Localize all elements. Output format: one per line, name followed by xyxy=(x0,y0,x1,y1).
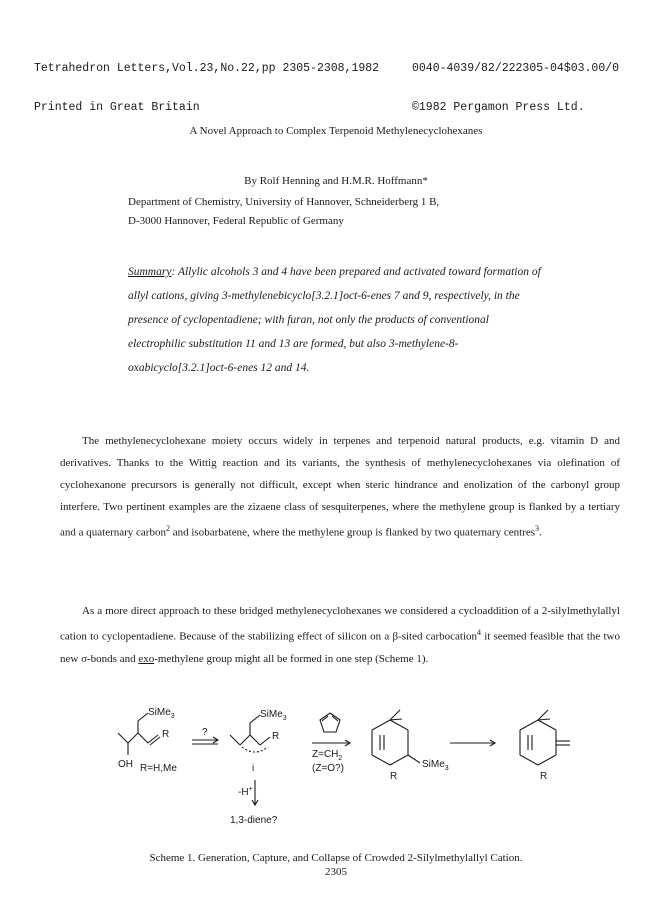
para2-text-c: -methylene group might all be formed in one step (Scheme 1). xyxy=(154,652,429,665)
summary-text: : Allylic alcohols 3 and 4 have been prepared and activated toward formation of allyl cations, giving 3-methylenebicyclo[3.2.1]oct-6-enes 7 and 9, respectively, in the presence of cyclopentadiene; with furan, not only the products of conventional electrophilic substitution 11 and 13 are formed, but also 3-methylene-8-oxabicyclo[3.2.1]oct-6-enes 12 and 14. xyxy=(128,266,541,374)
bicyclic-adduct-structure xyxy=(372,710,420,765)
r-label-2: R xyxy=(272,731,280,742)
scheme-1-diagram xyxy=(100,705,600,835)
sime3-label-3: SiMe$_3$ xyxy=(422,759,449,772)
diene-label: 1,3-diene? xyxy=(230,815,278,826)
author-line: By Rolf Henning and H.M.R. Hoffmann* xyxy=(244,175,428,187)
allyl-cation-structure xyxy=(230,715,270,752)
printed-in-line: Printed in Great Britain xyxy=(34,101,200,114)
summary-block xyxy=(128,260,548,380)
equilibrium-arrow xyxy=(192,737,218,744)
z-o-label: (Z=O?) xyxy=(312,763,344,774)
affiliation-line-1: Department of Chemistry, University of Hannover, Schneiderberg 1 B, xyxy=(128,196,440,208)
para1-text-b: and isobarbatene, where the methylene group is flanked by two quaternary centres xyxy=(169,526,535,539)
journal-citation xyxy=(34,36,379,127)
sime3-label-1: SiMe$_3$ xyxy=(148,707,175,720)
para2-text-a: As a more direct approach to these bridged methylenecyclohexanes we considered a cycloaddition of a 2-silylmethylallyl cation to cyclopentadiene. Because of the stabilizing effect of silicon on a β-sited carbocation xyxy=(60,605,620,643)
oh-label: OH xyxy=(118,759,133,770)
para2-text-b: it seemed feasible that the two new σ-bonds and xyxy=(60,630,620,665)
reaction-arrow-1 xyxy=(312,740,350,746)
affiliation xyxy=(128,193,439,231)
copyright-block xyxy=(412,36,619,127)
reference-3: 3 xyxy=(535,524,539,533)
allyl-alcohol-structure xyxy=(118,713,160,755)
copyright-line: ©1982 Pergamon Press Ltd. xyxy=(412,101,585,114)
paragraph-approach xyxy=(60,600,620,670)
reference-2: 2 xyxy=(165,524,170,533)
para1-text-c: . xyxy=(539,526,542,539)
paragraph-intro xyxy=(60,430,620,544)
r-label-3: R xyxy=(390,771,398,782)
para1-text-a: The methylenecyclohexane moiety occurs widely in terpenes and terpenoid natural products, e.g. vitamin D and derivatives. Thanks to the Wittig reaction and its variants, the synthesis of methylenecyclohexanes via olefination of cyclohexanone precursors is generally not difficult, except when steric hindrance and enolization of the carbonyl group interfere. Two pertinent examples are the zizaene class of sesquiterpenes, where the methylene group is flanked by a tertiary and a quaternary carbon xyxy=(60,435,620,539)
z-ch2-label: $Z=CH_2$ xyxy=(312,749,343,762)
reaction-arrow-2 xyxy=(450,740,495,746)
paper-title: A Novel Approach to Complex Terpenoid Methylenecyclohexanes xyxy=(189,125,483,137)
r-label-4: R xyxy=(540,771,548,782)
sime3-label-2: SiMe$_3$ xyxy=(260,709,287,722)
page-number: 2305 xyxy=(325,866,347,878)
cyclopentadiene-structure xyxy=(320,713,340,732)
exo-term: exo xyxy=(138,652,155,665)
scheme-caption: Scheme 1. Generation, Capture, and Collapse of Crowded 2-Silylmethylallyl Cation. xyxy=(149,852,523,864)
r-definition: R=H,Me xyxy=(140,763,177,774)
proton-loss-label: -H+ xyxy=(238,786,253,798)
summary-label: Summary xyxy=(128,266,172,278)
methylene-product-structure xyxy=(520,710,570,765)
reference-4: 4 xyxy=(477,628,481,637)
cation-label-i: i xyxy=(252,763,255,774)
citation-line: Tetrahedron Letters,Vol.23,No.22,pp 2305-2308,1982 xyxy=(34,62,380,75)
question-mark: ? xyxy=(202,727,208,738)
affiliation-line-2: D-3000 Hannover, Federal Republic of Germany xyxy=(128,215,344,227)
r-label-1: R xyxy=(162,729,170,740)
issn-code: 0040-4039/82/222305-04$03.00/0 xyxy=(412,62,620,75)
